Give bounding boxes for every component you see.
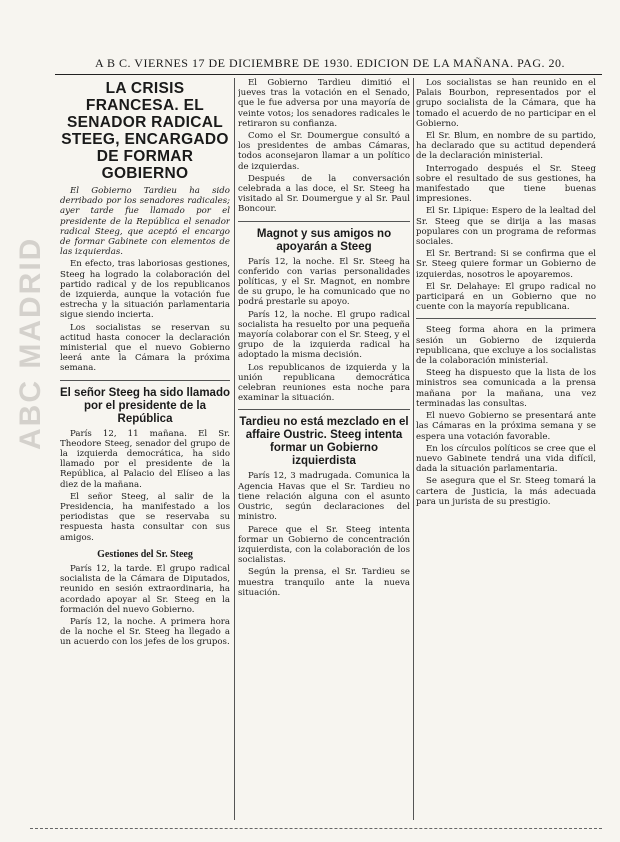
article-paragraph: Parece que el Sr. Steeg intenta formar un Gobierno de concentración izquierdista, con la colaboración de los socialistas. bbox=[238, 524, 410, 566]
article-paragraph: Como el Sr. Doumergue consultó a los presidentes de ambas Cámaras, todos aconsejaron llamar a un político de izquierdas. bbox=[238, 131, 410, 172]
article-paragraph: Interrogado después el Sr. Steeg sobre el resultado de sus gestiones, ha manifestado que tiene buenas impresiones. bbox=[416, 163, 596, 205]
article-paragraph: Los socialistas se reservan su actitud hasta conocer la declaración ministerial que el nuevo Gobierno leerá ante la Cámara la próxima semana. bbox=[60, 322, 230, 374]
article-paragraph: El Sr. Bertrand: Si se confirma que el Sr. Steeg quiere formar un Gobierno de izquierdas, nosotros le apoyaremos. bbox=[416, 249, 596, 280]
article-paragraph: El Sr. Blum, en nombre de su partido, ha declarado que su actitud dependerá de la declaración ministerial. bbox=[416, 131, 596, 162]
article-paragraph: Los socialistas se han reunido en el Palais Bourbon, representados por el grupo socialista de la Cámara, que ha tomado el acuerdo de no participar en el Gobierno. bbox=[416, 78, 596, 129]
column-3 bbox=[416, 78, 596, 822]
section-rule bbox=[238, 409, 410, 410]
article-paragraph: En los círculos políticos se cree que el nuevo Gabinete tendrá una vida difícil, dada la situación parlamentaria. bbox=[416, 443, 596, 475]
article-paragraph: París 12, la tarde. El grupo radical socialista de la Cámara de Diputados, reunido en sesión extraordinaria, ha acordado apoyar al Sr. Steeg en la formación del nuevo Gobierno. bbox=[60, 563, 230, 615]
article-paragraph: París 12, 3 madrugada. Comunica la Agencia Havas que el Sr. Tardieu no tiene relación alguna con el asunto Oustric, según declaraciones del ministro. bbox=[238, 471, 410, 523]
page-header: A B C. VIERNES 17 DE DICIEMBRE DE 1930. EDICION DE LA MAÑANA. PAG. 20. bbox=[94, 56, 565, 70]
column-2 bbox=[238, 78, 410, 822]
article-paragraph: El Sr. Delahaye: El grupo radical no participará en un Gobierno que no cuente con la mayoría republicana. bbox=[416, 281, 596, 313]
article-paragraph: Después de la conversación celebrada a las doce, el Sr. Steeg ha visitado al Sr. Doumergue y al Sr. Paul Boncour. bbox=[238, 173, 410, 215]
column-1 bbox=[60, 78, 230, 822]
main-headline: LA CRISIS FRANCESA. EL SENADOR RADICAL STEEG, ENCARGADO DE FORMAR GOBIERNO bbox=[61, 80, 229, 182]
article-paragraph: En efecto, tras laboriosas gestiones, Steeg ha logrado la colaboración del partido radical y de los republicanos de izquierda, aunque la votación fue estrecha y la situación parlamentaria sigue siendo incierta. bbox=[60, 259, 230, 321]
article-paragraph: París 12, la noche. El Sr. Steeg ha conferido con varias personalidades políticas, y el Sr. Magnot, en nombre de su grupo, le ha comunicado que no podrá prestarle su apoyo. bbox=[238, 256, 410, 308]
article-paragraph: París 12, la noche. A primera hora de la noche el Sr. Steeg ha llegado a un acuerdo con los jefes de los grupos. bbox=[60, 616, 230, 648]
section-rule bbox=[416, 318, 596, 319]
article-paragraph: París 12, la noche. El grupo radical socialista ha resuelto por una pequeña mayoría colaborar con el Sr. Steeg, y el grupo de la izquierda radical ha adoptado la misma decisión. bbox=[238, 309, 410, 361]
article-paragraph: El nuevo Gobierno se presentará ante las Cámaras en la próxima semana y se espera una votación favorable. bbox=[416, 411, 596, 442]
section-headline: Magnot y sus amigos no apoyarán a Steeg bbox=[256, 227, 392, 253]
header-rule bbox=[55, 74, 602, 75]
article-paragraph: Según la prensa, el Sr. Tardieu se muestra tranquilo ante la nueva situación. bbox=[238, 567, 410, 598]
article-paragraph: Steeg forma ahora en la primera sesión un Gobierno de izquierda republicana, que excluye a los socialistas de la colaboración ministerial. bbox=[416, 325, 596, 367]
watermark: ABC MADRID bbox=[14, 236, 47, 450]
article-paragraph: Los republicanos de izquierda y la unión republicana democrática celebran reuniones esta noche para examinar la situación. bbox=[238, 362, 410, 404]
article-paragraph: Se asegura que el Sr. Steeg tomará la cartera de Justicia, la más adecuada para un jurista de su prestigio. bbox=[416, 476, 596, 507]
section-headline: El señor Steeg ha sido llamado por el presidente de la República bbox=[60, 386, 230, 425]
subsection-headline: Gestiones del Sr. Steeg bbox=[97, 548, 193, 560]
lead-paragraph: El Gobierno Tardieu ha sido derribado por los senadores radicales; ayer tarde fue llamado por el presidente de la República el senador radical Steeg, que aceptó el encargo de formar Gabinete con elementos de las izquierdas. bbox=[60, 186, 230, 258]
article-paragraph: El Sr. Lipique: Espero de la lealtad del Sr. Steeg que se dirija a las masas populares con un programa de reformas sociales. bbox=[416, 206, 596, 248]
article-paragraph: París 12, 11 mañana. El Sr. Theodore Steeg, senador del grupo de la izquierda democrática, ha sido llamado por el presidente de la República, al Palacio del Elíseo a las diez de la mañana. bbox=[60, 428, 230, 490]
article-paragraph: El Gobierno Tardieu dimitió el jueves tras la votación en el Senado, que le fue adversa por una mayoría de veinte votos; los senadores radicales le retiraron su confianza. bbox=[238, 78, 410, 129]
column-rule-2 bbox=[413, 78, 414, 820]
section-rule bbox=[238, 221, 410, 222]
article-paragraph: El señor Steeg, al salir de la Presidencia, ha manifestado a los periodistas que se reservaba su respuesta hasta consultar con sus amigos. bbox=[60, 491, 230, 543]
footer-rule bbox=[30, 828, 602, 829]
column-rule-1 bbox=[234, 78, 235, 820]
section-headline: Tardieu no está mezclado en el affaire Oustric. Steeg intenta formar un Gobierno izquierdista bbox=[239, 416, 409, 468]
article-paragraph: Steeg ha dispuesto que la lista de los ministros sea comunicada a la prensa mañana por la mañana, una vez terminadas las consultas. bbox=[416, 368, 596, 409]
section-rule bbox=[60, 380, 230, 381]
